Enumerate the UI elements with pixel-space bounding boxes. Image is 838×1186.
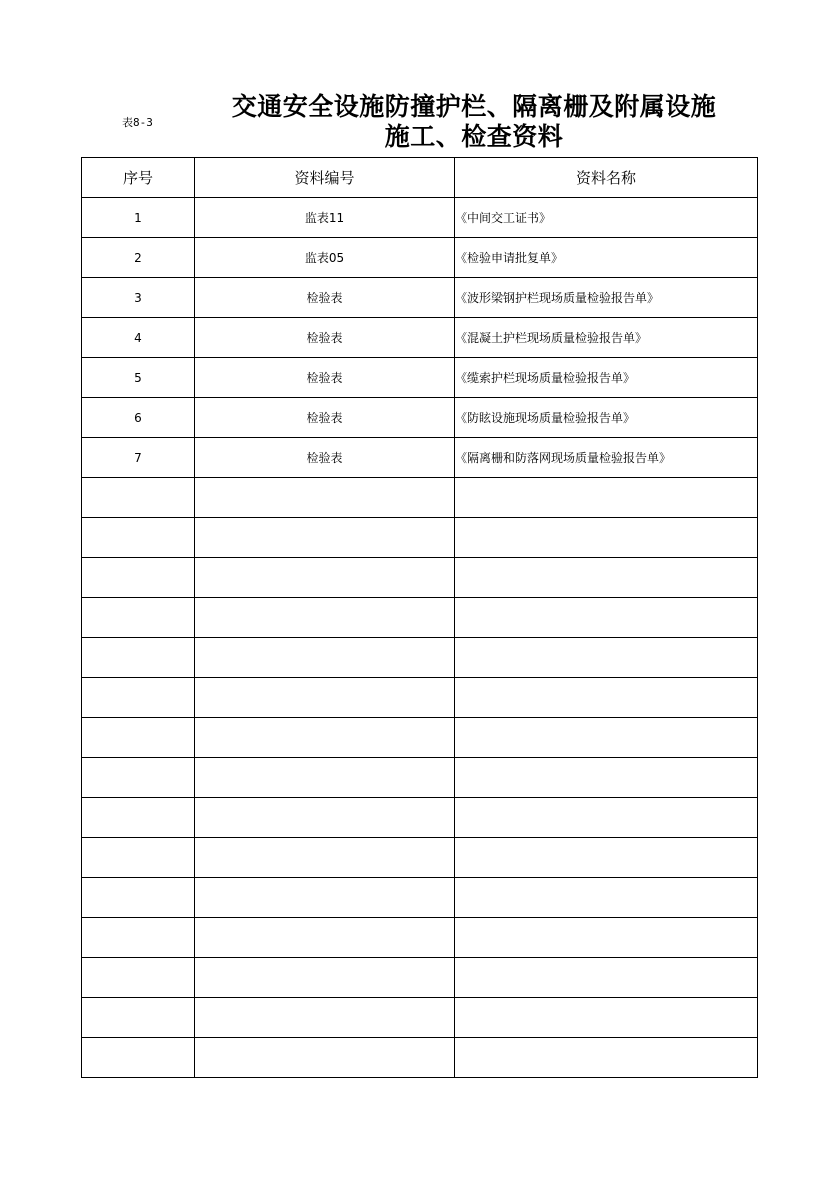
table-row (82, 478, 758, 518)
table-row (82, 358, 758, 398)
cell-name (455, 478, 758, 518)
cell-name: 《中间交工证书》 (455, 198, 758, 238)
table-row (82, 278, 758, 318)
cell-seq: 1 (82, 198, 195, 238)
cell-code (195, 1038, 455, 1078)
cell-name: 《检验申请批复单》 (455, 238, 758, 278)
cell-name (455, 758, 758, 798)
cell-code (195, 998, 455, 1038)
cell-seq (82, 838, 195, 878)
cell-seq (82, 718, 195, 758)
table-row (82, 918, 758, 958)
cell-name: 《混凝土护栏现场质量检验报告单》 (455, 318, 758, 358)
cell-code (195, 598, 455, 638)
cell-seq: 7 (82, 438, 195, 478)
cell-code (195, 838, 455, 878)
cell-seq (82, 558, 195, 598)
table-header-row (82, 158, 758, 198)
cell-code (195, 638, 455, 678)
cell-code (195, 518, 455, 558)
table-row (82, 718, 758, 758)
cell-name (455, 678, 758, 718)
cell-seq (82, 998, 195, 1038)
header-seq: 序号 (82, 158, 195, 198)
cell-seq (82, 798, 195, 838)
cell-name: 《防眩设施现场质量检验报告单》 (455, 398, 758, 438)
cell-code: 检验表 (195, 318, 455, 358)
cell-name: 《波形梁钢护栏现场质量检验报告单》 (455, 278, 758, 318)
cell-code (195, 478, 455, 518)
table-row (82, 438, 758, 478)
cell-code: 检验表 (195, 398, 455, 438)
cell-name (455, 918, 758, 958)
cell-name (455, 638, 758, 678)
table-row (82, 558, 758, 598)
cell-name: 《隔离栅和防落网现场质量检验报告单》 (455, 438, 758, 478)
cell-code: 检验表 (195, 278, 455, 318)
table-row (82, 318, 758, 358)
records-table (81, 157, 758, 1078)
cell-name (455, 558, 758, 598)
header-code: 资料编号 (195, 158, 455, 198)
cell-seq: 5 (82, 358, 195, 398)
cell-code (195, 878, 455, 918)
cell-seq: 3 (82, 278, 195, 318)
table-row (82, 958, 758, 998)
cell-seq (82, 918, 195, 958)
cell-seq (82, 518, 195, 558)
table-row (82, 838, 758, 878)
cell-code (195, 758, 455, 798)
form-code: 表8-3 (122, 116, 153, 129)
table-body (82, 198, 758, 1078)
cell-name (455, 518, 758, 558)
title-line-2: 施工、检查资料 (384, 122, 564, 151)
cell-name (455, 878, 758, 918)
cell-seq (82, 478, 195, 518)
cell-name (455, 838, 758, 878)
cell-name (455, 998, 758, 1038)
table-row (82, 678, 758, 718)
cell-seq: 6 (82, 398, 195, 438)
table-row (82, 598, 758, 638)
header-name: 资料名称 (455, 158, 758, 198)
cell-code (195, 918, 455, 958)
table-row (82, 1038, 758, 1078)
cell-seq: 4 (82, 318, 195, 358)
cell-seq (82, 678, 195, 718)
cell-code: 监表05 (195, 238, 455, 278)
table-row (82, 398, 758, 438)
cell-name (455, 718, 758, 758)
cell-name (455, 1038, 758, 1078)
table-row (82, 638, 758, 678)
cell-seq (82, 878, 195, 918)
table-row (82, 198, 758, 238)
cell-seq (82, 1038, 195, 1078)
table-row (82, 518, 758, 558)
table-row (82, 878, 758, 918)
title-line-1: 交通安全设施防撞护栏、隔离栅及附属设施 (231, 92, 717, 121)
table-row (82, 758, 758, 798)
cell-name (455, 798, 758, 838)
table-row (82, 998, 758, 1038)
page-title (190, 92, 758, 152)
table-row (82, 238, 758, 278)
cell-name: 《缆索护栏现场质量检验报告单》 (455, 358, 758, 398)
cell-seq (82, 598, 195, 638)
cell-code (195, 798, 455, 838)
cell-name (455, 598, 758, 638)
cell-code (195, 958, 455, 998)
cell-code: 检验表 (195, 358, 455, 398)
cell-code: 检验表 (195, 438, 455, 478)
cell-code: 监表11 (195, 198, 455, 238)
cell-seq (82, 958, 195, 998)
table-row (82, 798, 758, 838)
cell-code (195, 718, 455, 758)
cell-seq: 2 (82, 238, 195, 278)
cell-seq (82, 758, 195, 798)
cell-code (195, 678, 455, 718)
cell-seq (82, 638, 195, 678)
cell-code (195, 558, 455, 598)
cell-name (455, 958, 758, 998)
